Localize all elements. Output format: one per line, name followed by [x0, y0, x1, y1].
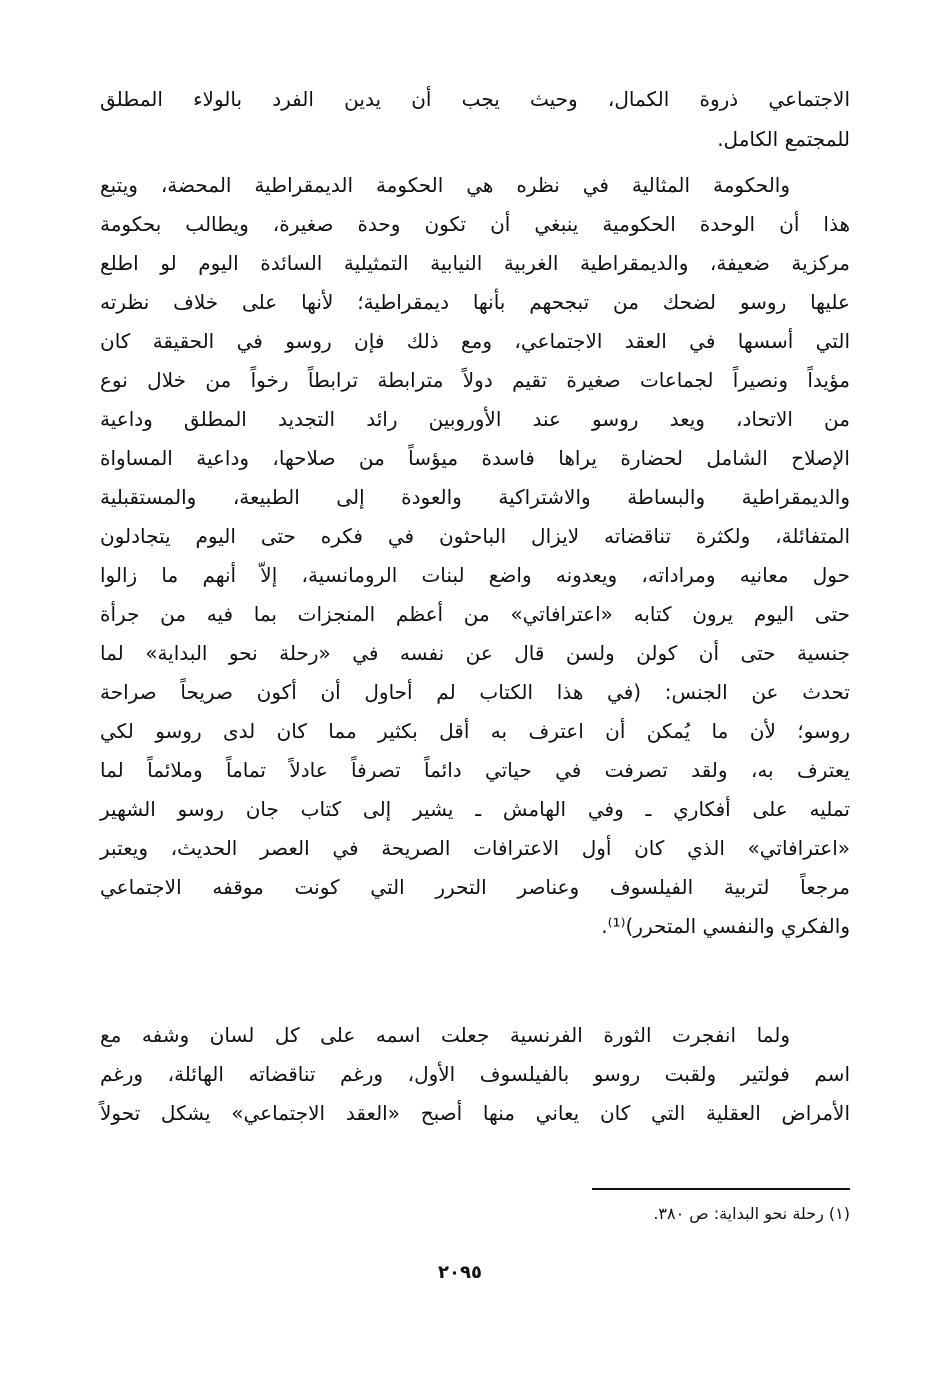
text-line: عليها روسو لضحك من تبجحهم بأنها ديمقراطية؛ لأنها على خلاف نظرته — [100, 290, 850, 314]
text-line: تمليه على أفكاري ـ وفي الهامش ـ يشير إلى كتاب جان روسو الشهير — [100, 797, 850, 821]
text-line: روسو؛ لأن ما يُمكن أن اعترف به أقل بكثير مما كان لدى روسو لكي — [100, 719, 850, 743]
text-line: التي أسسها في العقد الاجتماعي، ومع ذلك فإن روسو في الحقيقة كان — [100, 329, 850, 353]
footnote-divider — [592, 1188, 850, 1190]
text-line: والحكومة المثالية في نظره هي الحكومة الديمقراطية المحضة، ويتبع — [100, 173, 790, 197]
text-line: «اعترافاتي» الذي كان أول الاعترافات الصريحة في العصر الحديث، ويعتبر — [100, 836, 850, 860]
text-line: تحدث عن الجنس: (في هذا الكتاب لم أحاول أن أكون صريحاً صراحة — [100, 680, 850, 704]
text-line: ولما انفجرت الثورة الفرنسية جعلت اسمه على كل لسان وشفه مع — [100, 1023, 790, 1047]
text-line: حتى اليوم يرون كتابه «اعترافاتي» من أعظم المنجزات بما فيه من جرأة — [100, 602, 850, 626]
text-line: والفكري والنفسي المتحرر)⁽¹⁾. — [601, 914, 850, 938]
text-line: مؤيداً ونصيراً لجماعات صغيرة تقيم دولاً مترابطة ترابطاً رخواً من خلال نوع — [100, 368, 850, 392]
page-number: ٢٠٩٥ — [438, 1262, 482, 1283]
text-line: مرجعاً لتربية الفيلسوف وعناصر التحرر التي كونت موقفه الاجتماعي — [100, 875, 850, 899]
text-line: جنسية حتى أن كولن ولسن قال عن نفسه في «رحلة نحو البداية» لما — [100, 641, 850, 665]
text-line: والديمقراطية والبساطة والاشتراكية والعودة إلى الطبيعة، والمستقبلية — [100, 485, 850, 509]
text-line: هذا أن الوحدة الحكومية ينبغي أن تكون وحدة صغيرة، ويطالب بحكومة — [100, 212, 850, 236]
text-line: حول معانيه ومراداته، ويعدونه واضع لبنات الرومانسية، إلاّ أنهم ما زالوا — [100, 563, 850, 587]
text-line: الأمراض العقلية التي كان يعاني منها أصبح «العقد الاجتماعي» يشكل تحولاً — [100, 1101, 850, 1125]
footnote: (١) رحلة نحو البداية: ص ٣٨٠. — [653, 1204, 850, 1223]
text-line: اسم فولتير ولقبت روسو بالفيلسوف الأول، ورغم تناقضاته الهائلة، ورغم — [100, 1062, 850, 1086]
text-line: يعترف به، ولقد تصرفت في حياتي دائماً تصرفاً عادلاً تماماً وملائماً لما — [100, 758, 850, 782]
text-line: الإصلاح الشامل لحضارة يراها فاسدة ميؤساً من صلاحها، وداعية المساواة — [100, 446, 850, 470]
text-line: للمجتمع الكامل. — [717, 127, 850, 151]
text-line: مركزية ضعيفة، والديمقراطية الغربية النيابية التمثيلية السائدة اليوم لو اطلع — [100, 251, 850, 275]
text-line: المتفائلة، ولكثرة تناقضاته لايزال الباحثون في فكره حتى اليوم يتجادلون — [100, 524, 850, 548]
text-line: الاجتماعي ذروة الكمال، وحيث يجب أن يدين الفرد بالولاء المطلق — [100, 87, 850, 111]
text-line: من الاتحاد، ويعد روسو عند الأوروبين رائد التجديد المطلق وداعية — [100, 407, 850, 431]
